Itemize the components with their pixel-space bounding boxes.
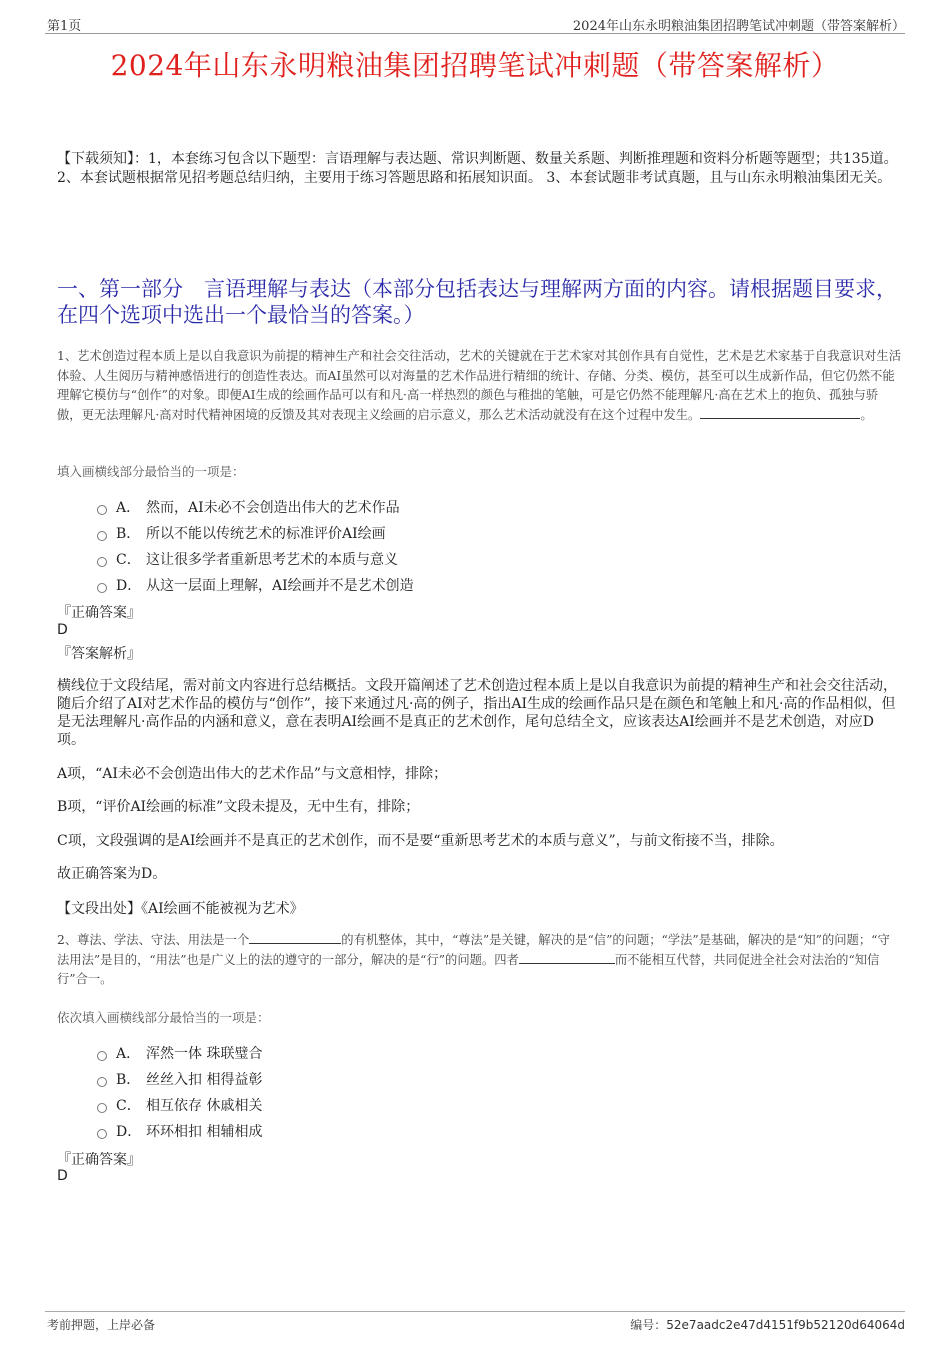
footer-code-value: 52e7aadc2e47d4151f9b52120d64064d xyxy=(666,1318,905,1332)
radio-icon[interactable] xyxy=(97,1051,107,1061)
question-1-analysis-b: B项，“评价AI绘画的标准”文段未提及，无中生有，排除； xyxy=(57,799,420,815)
footer-slogan: 考前押题，上岸必备 xyxy=(47,1318,156,1332)
question-1-end: 。 xyxy=(860,407,873,422)
header-doc-title: 2024年山东永明粮油集团招聘笔试冲刺题（带答案解析） xyxy=(572,19,905,34)
question-1-analysis-c: C项，文段强调的是AI绘画并不是真正的艺术创作，而不是要“重新思考艺术的本质与意义”，与前文衔接不当，排除。 xyxy=(57,833,784,849)
question-2-prompt: 依次填入画横线部分最恰当的一项是： xyxy=(57,1010,270,1025)
question-2-option-d[interactable]: D． 环环相扣 相辅相成 xyxy=(97,1121,262,1141)
question-1-option-c[interactable]: C． 这让很多学者重新思考艺术的本质与意义 xyxy=(97,549,398,569)
question-2-option-a[interactable]: A． 浑然一体 珠联璧合 xyxy=(97,1043,262,1063)
footer-divider xyxy=(45,1311,905,1312)
question-2-answer: D xyxy=(57,1168,68,1184)
question-1-prompt: 填入画横线部分最恰当的一项是： xyxy=(57,464,245,479)
question-2-blank-1 xyxy=(249,931,341,944)
question-1-blank xyxy=(700,406,860,419)
radio-icon[interactable] xyxy=(97,531,107,541)
radio-icon[interactable] xyxy=(97,1077,107,1087)
question-1-body: 1、艺术创造过程本质上是以自我意识为前提的精神生产和社会交往活动，艺术的关键就在于艺术家对其创作具有自觉性，艺术是艺术家基于自我意识对生活体验、人生阅历与精神感悟进行的创造性表达。而AI虽然可以对海量的艺术作品进行精细的统计、存储、分类、模仿，甚至可以生成新作品，但它仍然不能理解它模仿与“创作”的对象。即便AI生成的绘画作品可以有和凡·高一样热烈的颜色与稚拙的笔触，可是它仍然不能理解凡·高在艺术上的抱负、孤独与骄傲，更无法理解凡·高对时代精神困境的反馈及其对表现主义绘画的启示意义，那么艺术活动就没有在这个过程中发生。 xyxy=(57,349,902,422)
question-1-analysis-conclusion: 故正确答案为D。 xyxy=(57,866,167,882)
download-notice: 【下载须知】：1，本套练习包含以下题型：言语理解与表达题、常识判断题、数量关系题、判断推理题和资料分析题等题型；共135道。 2、本套试题根据常见招考题总结归纳，主要用于练习答题思路和拓展知识面。 3、本套试题非考试真题，且与山东永明粮油集团无关。 xyxy=(57,151,898,186)
header-divider xyxy=(45,33,905,34)
question-1-option-d[interactable]: D． 从这一层面上理解，AI绘画并不是艺术创造 xyxy=(97,575,414,595)
question-1-text xyxy=(57,347,902,425)
radio-icon[interactable] xyxy=(97,583,107,593)
question-2-text: 2、尊法、学法、守法、用法是一个 的有机整体，其中，“尊法”是关键，解决的是“信”的问题；“学法”是基础，解决的是“知”的问题；“守法用法”是目的，“用法”也是广义上的法的遵守的一部分，解决的是“行”的问题。四者 而不能相互代替，共同促进全社会对法治的“知信行”合一。 xyxy=(57,933,890,986)
question-1-analysis-a: A项，“AI未必不会创造出伟大的艺术作品”与文意相悖，排除； xyxy=(57,766,448,782)
question-2-answer-label: 『正确答案』 xyxy=(57,1152,141,1168)
question-1-analysis-summary: 横线位于文段结尾，需对前文内容进行总结概括。文段开篇阐述了艺术创造过程本质上是以自我意识为前提的精神生产和社会交往活动，随后介绍了AI对艺术作品的模仿与“创作”，接下来通过凡·高的例子，指出AI生成的绘画作品只是在颜色和笔触上和凡·高的作品相似，但是无法理解凡·高作品的内涵和意义，意在表明AI绘画不是真正的艺术创作，尾句总结全文，应该表达AI绘画并不是艺术创造，对应D项。 xyxy=(57,678,897,748)
question-1-source: 【文段出处】《AI绘画不能被视为艺术》 xyxy=(57,901,304,917)
footer-code xyxy=(630,1316,905,1333)
question-2-blank-2 xyxy=(519,951,615,964)
question-1-analysis-label: 『答案解析』 xyxy=(57,646,141,662)
question-1-answer-label: 『正确答案』 xyxy=(57,605,141,621)
footer-code-label: 编号： xyxy=(630,1318,667,1332)
page-title: 2024年山东永明粮油集团招聘笔试冲刺题（带答案解析） xyxy=(110,49,840,82)
radio-icon[interactable] xyxy=(97,505,107,515)
radio-icon[interactable] xyxy=(97,1129,107,1139)
question-1-option-a[interactable]: A． 然而，AI未必不会创造出伟大的艺术作品 xyxy=(97,497,400,517)
radio-icon[interactable] xyxy=(97,557,107,567)
question-1-answer: D xyxy=(57,622,68,638)
question-1-option-b[interactable]: B． 所以不能以传统艺术的标准评价AI绘画 xyxy=(97,523,386,543)
question-2-option-c[interactable]: C． 相互依存 休戚相关 xyxy=(97,1095,262,1115)
radio-icon[interactable] xyxy=(97,1103,107,1113)
header-page-number: 第1页 xyxy=(47,19,82,34)
section-heading: 一、第一部分 言语理解与表达（本部分包括表达与理解两方面的内容。请根据题目要求，在四个选项中选出一个最恰当的答案。） xyxy=(57,277,897,327)
question-2-option-b[interactable]: B． 丝丝入扣 相得益彰 xyxy=(97,1069,262,1089)
